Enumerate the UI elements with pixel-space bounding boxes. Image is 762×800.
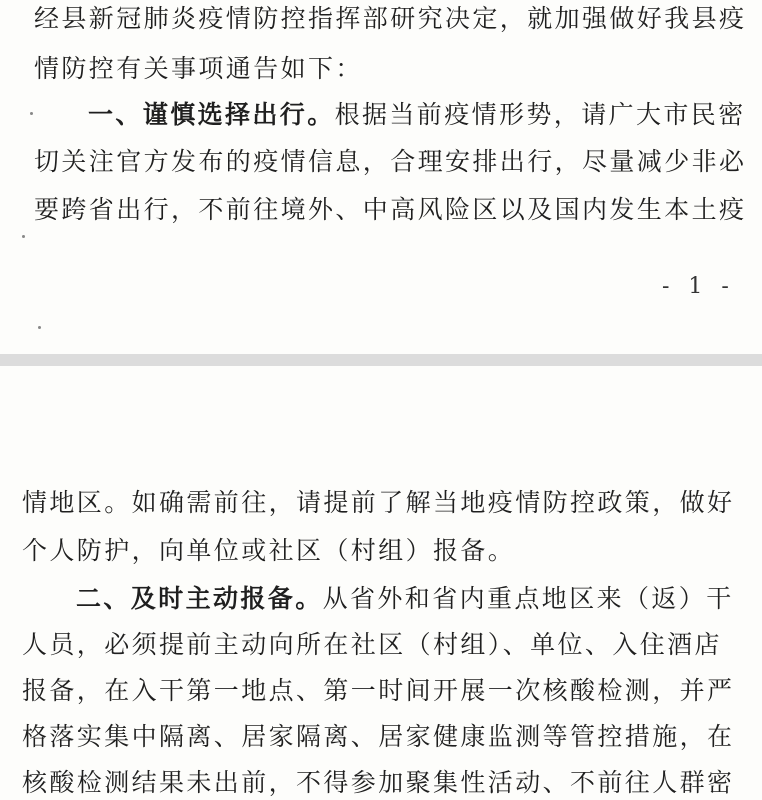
section-paragraph — [76, 584, 734, 614]
page-number: - 1 - — [662, 274, 735, 299]
scan-speck — [22, 235, 25, 238]
page-separator — [0, 354, 762, 366]
document-page-1 — [0, 0, 762, 354]
scan-speck — [30, 112, 33, 115]
section-text: 根据当前疫情形势，请广大市民密 — [334, 100, 746, 129]
section-heading: 一、谨慎选择出行。 — [88, 100, 335, 129]
text-line: 个人防护，向单位或社区（村组）报备。 — [22, 536, 516, 565]
text-line: 格落实集中隔离、居家隔离、居家健康监测等管控措施，在 — [22, 722, 735, 751]
text-line: 情防控有关事项通告如下： — [34, 54, 363, 83]
section-text: 从省外和省内重点地区来（返）干 — [322, 584, 734, 613]
text-line: 经县新冠肺炎疫情防控指挥部研究决定，就加强做好我县疫 — [34, 4, 747, 33]
text-line: 核酸检测结果未出前，不得参加聚集性活动、不前往人群密 — [22, 768, 735, 797]
section-heading: 二、及时主动报备。 — [76, 584, 323, 613]
document-page-2 — [0, 366, 762, 800]
section-paragraph — [88, 100, 746, 130]
text-line: 要跨省出行，不前往境外、中高风险区以及国内发生本土疫 — [34, 195, 747, 224]
text-line: 报备，在入干第一地点、第一时间开展一次核酸检测，并严 — [22, 676, 735, 705]
text-line: 情地区。如确需前往，请提前了解当地疫情防控政策，做好 — [22, 488, 735, 517]
text-line: 切关注官方发布的疫情信息，合理安排出行，尽量减少非必 — [34, 147, 747, 176]
text-line: 人员，必须提前主动向所在社区（村组）、单位、入住酒店 — [22, 630, 722, 659]
scan-speck — [38, 326, 41, 329]
